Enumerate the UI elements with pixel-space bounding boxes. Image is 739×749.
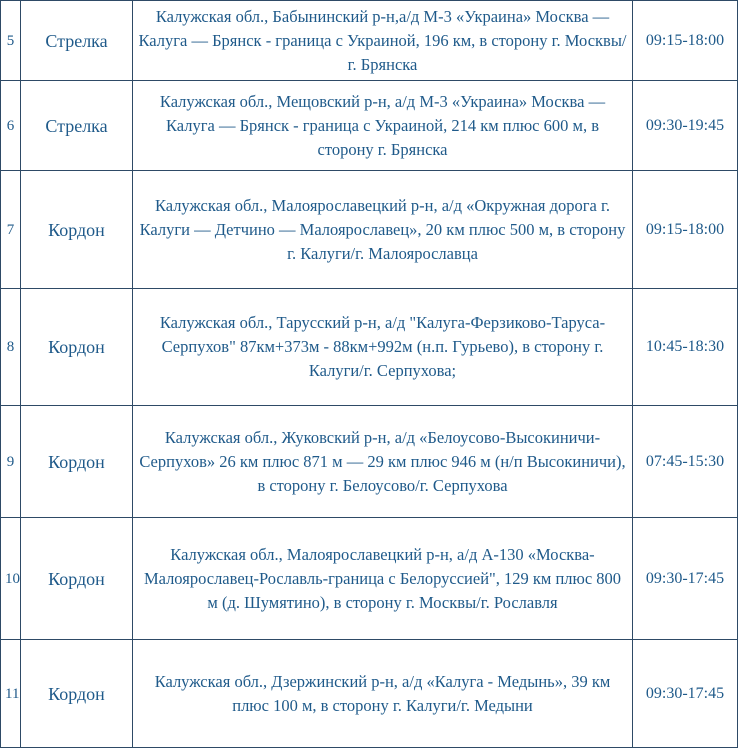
row-number: 5 [1, 1, 21, 81]
row-number: 6 [1, 81, 21, 171]
camera-type: Стрелка [21, 1, 133, 81]
row-number: 8 [1, 289, 21, 406]
camera-type: Кордон [21, 289, 133, 406]
camera-location: Калужская обл., Малоярославецкий р-н, а/д «Окружная дорога г. Калуги — Детчино — Малоярославец», 20 км плюс 500 м, в сторону г. Калуги/г. Малоярославца [133, 171, 633, 289]
table-row [1, 171, 738, 289]
camera-location: Калужская обл., Тарусский р-н, а/д "Калуга-Ферзиково-Таруса-Серпухов" 87км+373м - 88км+992м (н.п. Гурьево), в сторону г. Калуги/г. Серпухова; [133, 289, 633, 406]
table-row [1, 640, 738, 748]
operating-hours: 07:45-15:30 [633, 406, 738, 518]
camera-type: Стрелка [21, 81, 133, 171]
operating-hours: 09:15-18:00 [633, 1, 738, 81]
row-number: 10 [1, 518, 21, 640]
camera-type: Кордон [21, 171, 133, 289]
operating-hours: 09:30-17:45 [633, 640, 738, 748]
row-number: 11 [1, 640, 21, 748]
camera-location: Калужская обл., Мещовский р-н, а/д М-3 «Украина» Москва — Калуга — Брянск - граница с Украиной, 214 км плюс 600 м, в сторону г. Брянска [133, 81, 633, 171]
camera-type: Кордон [21, 640, 133, 748]
operating-hours: 10:45-18:30 [633, 289, 738, 406]
camera-type: Кордон [21, 406, 133, 518]
camera-location: Калужская обл., Дзержинский р-н, а/д «Калуга - Медынь», 39 км плюс 100 м, в сторону г. Калуги/г. Медыни [133, 640, 633, 748]
table-row [1, 289, 738, 406]
camera-location: Калужская обл., Бабынинский р-н,а/д М-3 «Украина» Москва — Калуга — Брянск - граница с Украиной, 196 км, в сторону г. Москвы/г. Брянска [133, 1, 633, 81]
operating-hours: 09:15-18:00 [633, 171, 738, 289]
table-row [1, 406, 738, 518]
table-row [1, 1, 738, 81]
camera-location: Калужская обл., Малоярославецкий р-н, а/д А-130 «Москва-Малоярославец-Рославль-граница с Белоруссией", 129 км плюс 800 м (д. Шумятино), в сторону г. Москвы/г. Рославля [133, 518, 633, 640]
table-row [1, 518, 738, 640]
camera-type: Кордон [21, 518, 133, 640]
operating-hours: 09:30-17:45 [633, 518, 738, 640]
row-number: 7 [1, 171, 21, 289]
operating-hours: 09:30-19:45 [633, 81, 738, 171]
table-row [1, 81, 738, 171]
camera-location: Калужская обл., Жуковский р-н, а/д «Белоусово-Высокиничи- Серпухов» 26 км плюс 871 м — 29 км плюс 946 м (н/п Высокиничи), в сторону г. Белоусово/г. Серпухова [133, 406, 633, 518]
row-number: 9 [1, 406, 21, 518]
